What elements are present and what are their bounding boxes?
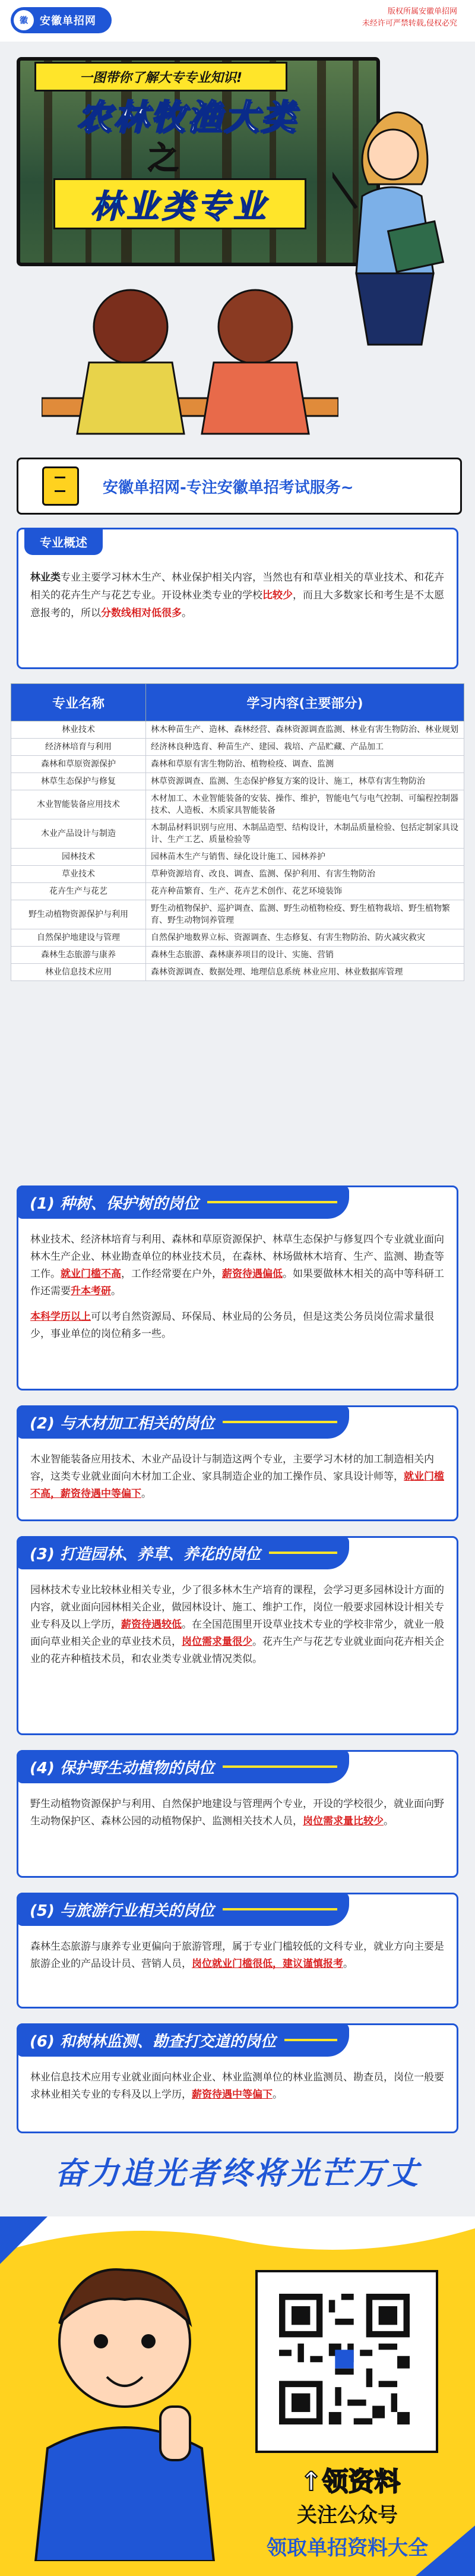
section-5 bbox=[17, 1893, 458, 2009]
overview-lead: 林业类 bbox=[30, 572, 61, 584]
section-1-text-c: 。如果要做林木相关的高中等科研工作还需要 bbox=[30, 1268, 444, 1297]
section-1-highlight-4: 本科学历以上 bbox=[30, 1311, 91, 1323]
major-name-cell: 自然保护地建设与管理 bbox=[11, 929, 146, 947]
section-5-text: 森林生态旅游与康养专业更偏向于旅游管理，属于专业门槛较低的文科专业，就业方向主要是旅游企业的产品设计员、营销人员， bbox=[30, 1941, 444, 1970]
section-1-highlight-3: 升本考研 bbox=[71, 1285, 111, 1297]
section-6-title: (6) 和树林监测、勘查打交道的岗位 bbox=[30, 2032, 276, 2051]
teacher-illustration bbox=[332, 95, 451, 357]
hero-title-plate bbox=[53, 178, 306, 229]
table-row bbox=[11, 900, 464, 929]
section-6-body bbox=[30, 2069, 446, 2104]
major-content-cell: 木材加工、木业智能装备的安装、操作、维护，智能电气与电气控制、可编程控制器技术、人造板、木质家具智能装备 bbox=[146, 790, 464, 819]
overview-text-3: 。 bbox=[182, 607, 192, 619]
table-header-content: 学习内容(主要部分) bbox=[146, 684, 464, 721]
major-name-cell: 草业技术 bbox=[11, 866, 146, 883]
copyright-notice bbox=[362, 6, 457, 30]
logo-mark-icon: 徽 bbox=[14, 10, 34, 30]
section-3-text: 园林技术专业比较林业相关专业，少了很多林木生产培育的课程，会学习更多园林设计方面的内容，就业面向园林相关企业，做园林设计、施工、维护工作，岗位一般要求园林设计相关专业专科及以上学历， bbox=[30, 1584, 444, 1631]
section-3-body bbox=[30, 1582, 446, 1668]
hero-title-line3: 林业类专业 bbox=[91, 187, 269, 225]
section-3-header bbox=[17, 1536, 349, 1569]
section-3 bbox=[17, 1536, 458, 1735]
collect-materials-label: 领取单招资料大全 bbox=[267, 2536, 428, 2560]
hero-title-line1: 农林牧渔大类 bbox=[76, 97, 297, 137]
slogan-text: 安徽单招网-专注安徽单招考试服务~ bbox=[103, 478, 354, 497]
section-1-text-2: 可以考自然资源局、环保局、林业局的公务员，但是这类公务员岗位需求量很少，事业单位的岗位稍多一些。 bbox=[30, 1311, 434, 1340]
section-3-highlight-1: 薪资待遇较低 bbox=[121, 1619, 182, 1631]
motto: 奋力追光者终将光芒万丈 bbox=[54, 2156, 420, 2192]
major-name-cell: 林业信息技术应用 bbox=[11, 964, 146, 981]
logo-text: 安徽单招网 bbox=[40, 15, 96, 27]
table-header-row bbox=[11, 684, 464, 721]
major-name-cell: 野生动植物资源保护与利用 bbox=[11, 900, 146, 929]
book-icon bbox=[42, 466, 79, 506]
section-5-highlight: 岗位就业门槛很低，建议谨慎报考 bbox=[192, 1958, 343, 1970]
follow-account-label: 关注公众号 bbox=[297, 2504, 398, 2527]
section-2-text-b: 。 bbox=[141, 1488, 151, 1500]
section-4-title: (4) 保护野生动植物的岗位 bbox=[30, 1759, 214, 1777]
major-content-cell: 森林生态旅游、森林康养项目的设计、实施、营销 bbox=[146, 947, 464, 964]
section-6 bbox=[17, 2023, 458, 2133]
major-content-cell: 园林苗木生产与销售、绿化设计施工、园林养护 bbox=[146, 849, 464, 866]
section-2-header bbox=[17, 1405, 349, 1439]
section-1-highlight-2: 薪资待遇偏低 bbox=[222, 1268, 283, 1280]
major-content-cell: 草种资源培育、改良、调查、监测、保护利用、有害生物防治 bbox=[146, 866, 464, 883]
major-content-cell: 野生动植物保护、巡护调查、监测、野生动植物检疫、野生植物栽培、野生植物繁育、野生动物饲养管理 bbox=[146, 900, 464, 929]
section-5-title: (5) 与旅游行业相关的岗位 bbox=[30, 1902, 214, 1920]
get-materials-label: ↑领资料 bbox=[300, 2467, 401, 2497]
section-6-highlight: 薪资待遇中等偏下 bbox=[192, 2089, 273, 2101]
table-row bbox=[11, 849, 464, 866]
major-name-cell: 木业产品设计与制造 bbox=[11, 819, 146, 849]
overview-card bbox=[17, 528, 458, 669]
table-row bbox=[11, 756, 464, 773]
section-2-text: 木业智能装备应用技术、木业产品设计与制造这两个专业，主要学习木材的加工制造相关内容，这类专业就业面向木材加工企业、家具制造企业的加工操作员、家具设计师等， bbox=[30, 1453, 434, 1483]
major-content-cell: 花卉种苗繁育、生产、花卉艺术创作、花艺环境装饰 bbox=[146, 883, 464, 900]
section-1-highlight-1: 就业门槛不高 bbox=[61, 1268, 121, 1280]
section-5-header bbox=[17, 1893, 349, 1926]
table-row bbox=[11, 883, 464, 900]
section-1-text: 林业技术、经济林培育与利用、森林和草原资源保护、林草生态保护与修复四个专业就业面向林木生产企业、林业勘查单位的林业技术员，在森林、林场做林木培育、生产、监测、勘查等工作。 bbox=[30, 1234, 444, 1280]
section-1-text-d: 。 bbox=[111, 1285, 121, 1297]
section-4-highlight: 岗位需求量比较少 bbox=[303, 1815, 384, 1827]
overview-highlight-2: 分数线相对低很多 bbox=[101, 607, 182, 619]
major-content-cell: 自然保护地数界立标、资源调查、生态修复、有害生物防治、防火减灾救灾 bbox=[146, 929, 464, 947]
section-1-header bbox=[17, 1185, 349, 1219]
section-6-header bbox=[17, 2023, 349, 2057]
section-3-title: (3) 打造园林、养草、养花的岗位 bbox=[30, 1545, 261, 1563]
hero-title-line2: 之 bbox=[147, 141, 179, 176]
major-table bbox=[11, 683, 464, 981]
major-content-cell: 森林和草原有害生物防治、植物检疫、调查、监测 bbox=[146, 756, 464, 773]
section-5-body bbox=[30, 1938, 446, 1973]
section-6-text-b: 。 bbox=[273, 2089, 283, 2101]
major-name-cell: 森林生态旅游与康养 bbox=[11, 947, 146, 964]
major-name-cell: 园林技术 bbox=[11, 849, 146, 866]
hero-top-banner: 一图带你了解大专专业知识! bbox=[34, 62, 287, 92]
copyright-line-2: 未经许可严禁转载,侵权必究 bbox=[362, 19, 457, 28]
qr-code-icon[interactable] bbox=[279, 2294, 410, 2424]
section-4-header bbox=[17, 1750, 349, 1783]
major-name-cell: 经济林培育与利用 bbox=[11, 739, 146, 756]
table-row bbox=[11, 721, 464, 739]
site-logo[interactable] bbox=[11, 7, 112, 33]
major-content-cell: 林木种苗生产、造林、森林经营、森林资源调查监测、林业有害生物防治、林业规划 bbox=[146, 721, 464, 739]
section-4-text-b: 。 bbox=[384, 1815, 394, 1827]
slogan-bar bbox=[17, 458, 462, 515]
overview-text-1: 专业主要学习林木生产、林业保护相关内容，当然也有和草业相关的草业技术、和花卉相关的花卉生产与花艺专业。开设林业类专业的学校 bbox=[30, 572, 444, 601]
section-1-title: (1) 种树、保护树的岗位 bbox=[30, 1194, 199, 1213]
table-row bbox=[11, 819, 464, 849]
copyright-line-1: 版权所属安徽单招网 bbox=[387, 7, 457, 16]
section-3-highlight-2: 岗位需求量很少 bbox=[182, 1636, 252, 1648]
section-2-highlight: 就业门槛不高，薪资待遇中等偏下 bbox=[30, 1471, 444, 1500]
students-illustration bbox=[42, 279, 338, 446]
table-row bbox=[11, 866, 464, 883]
table-row bbox=[11, 964, 464, 981]
overview-text-2: ，而且大多数家长和考生是不太愿意报考的，所以 bbox=[30, 589, 444, 619]
table-row bbox=[11, 790, 464, 819]
major-content-cell: 木制品材料识别与应用、木制品造型、结构设计，木制品质量检验、包括定制家具设计、生产工艺、质量检验等 bbox=[146, 819, 464, 849]
section-6-text: 林业信息技术应用专业就业面向林业企业、林业监测单位的林业监测员、勘查员，岗位一般要求林业相关专业的专科及以上学历， bbox=[30, 2071, 444, 2101]
table-header-major: 专业名称 bbox=[11, 684, 146, 721]
section-4-text: 野生动植物资源保护与利用、自然保护地建设与管理两个专业，开设的学校很少，就业面向野生动物保护区、森林公园的动植物保护、监测相关技术人员， bbox=[30, 1798, 444, 1827]
section-3-text-b: 。在全国范围里开设草业技术专业的学校非常少，就业一般面向草业相关企业的草业技术员， bbox=[30, 1619, 444, 1648]
section-2-title: (2) 与木材加工相关的岗位 bbox=[30, 1414, 214, 1433]
major-name-cell: 花卉生产与花艺 bbox=[11, 883, 146, 900]
major-content-cell: 林草资源调查、监测、生态保护修复方案的设计、施工，林草有害生物防治 bbox=[146, 773, 464, 790]
table-row bbox=[11, 929, 464, 947]
table-row bbox=[11, 947, 464, 964]
overview-text bbox=[30, 569, 446, 622]
major-content-cell: 森林资源调查、数据处理、地理信息系统 林业应用、林业数据库管理 bbox=[146, 964, 464, 981]
section-1-text-b: ，工作经常要在户外， bbox=[121, 1268, 222, 1280]
section-2-body bbox=[30, 1451, 446, 1503]
overview-highlight-1: 比较少 bbox=[262, 589, 293, 601]
table-row bbox=[11, 739, 464, 756]
section-1-body bbox=[30, 1231, 446, 1343]
major-name-cell: 林草生态保护与修复 bbox=[11, 773, 146, 790]
major-content-cell: 经济林良种选育、种苗生产、建园、栽培、产品贮藏、产品加工 bbox=[146, 739, 464, 756]
major-name-cell: 林业技术 bbox=[11, 721, 146, 739]
major-name-cell: 木业智能装备应用技术 bbox=[11, 790, 146, 819]
table-row bbox=[11, 773, 464, 790]
top-bar bbox=[0, 0, 475, 42]
section-1 bbox=[17, 1185, 458, 1391]
overview-tag: 专业概述 bbox=[24, 528, 103, 555]
major-name-cell: 森林和草原资源保护 bbox=[11, 756, 146, 773]
section-2 bbox=[17, 1405, 458, 1521]
section-3-text-c: 。花卉生产与花艺专业就业面向花卉相关企业的花卉种植技术员，和农业类专业就业情况类似。 bbox=[30, 1636, 444, 1665]
section-4 bbox=[17, 1750, 458, 1878]
section-5-text-b: 。 bbox=[343, 1958, 353, 1970]
section-4-body bbox=[30, 1796, 446, 1830]
boy-illustration bbox=[24, 2252, 220, 2561]
